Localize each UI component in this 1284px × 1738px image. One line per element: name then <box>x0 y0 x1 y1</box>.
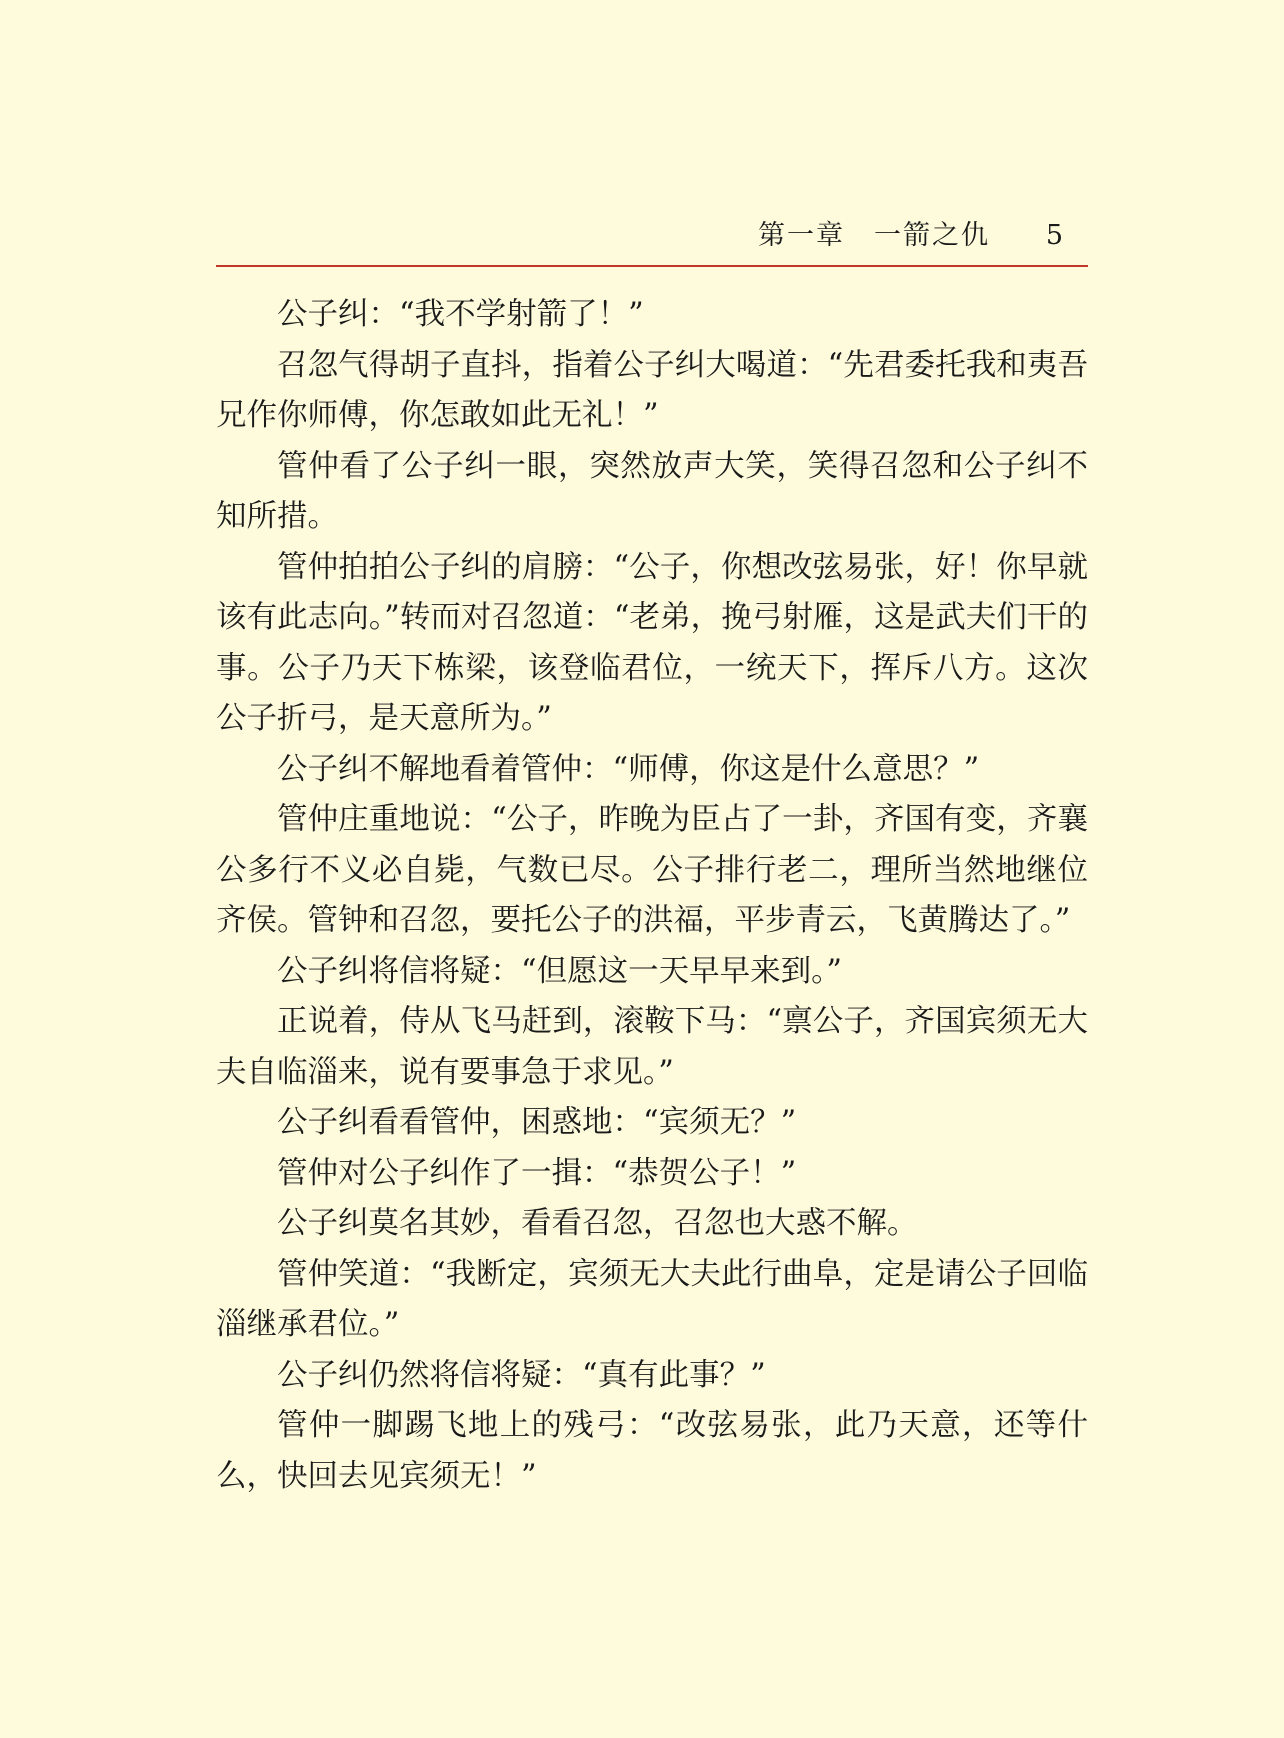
paragraph: 管仲笑道：“我断定，宾须无大夫此行曲阜，定是请公子回临淄继承君位。” <box>216 1256 1088 1342</box>
paragraph: 公子纠：“我不学射箭了！” <box>277 297 644 332</box>
header-rule <box>216 265 1088 267</box>
page-number: 5 <box>1045 220 1063 251</box>
paragraph: 管仲庄重地说：“公子，昨晚为臣占了一卦，齐国有变，齐襄公多行不义必自毙，气数已尽。公子排行老二，理所当然地继位齐侯。管钟和召忽，要托公子的洪福，平步青云，飞黄腾达了。” <box>216 802 1088 938</box>
paragraph: 公子纠将信将疑：“但愿这一天早早来到。” <box>277 953 842 989</box>
paragraph: 公子纠莫名其妙，看看召忽，召忽也大惑不解。 <box>277 1206 918 1241</box>
paragraph: 管仲看了公子纠一眼，突然放声大笑，笑得召忽和公子纠不知所措。 <box>216 448 1088 534</box>
paragraph: 公子纠看看管仲，困惑地：“宾须无？” <box>277 1105 797 1140</box>
paragraph: 正说着，侍从飞马赶到，滚鞍下马：“禀公子，齐国宾须无大夫自临淄来，说有要事急于求见。” <box>216 1004 1088 1090</box>
running-header <box>216 214 1088 262</box>
paragraph: 管仲拍拍公子纠的肩膀：“公子，你想改弦易张，好！你早就该有此志向。”转而对召忽道：“老弟，挽弓射雁，这是武夫们干的事。公子乃天下栋梁，该登临君位，一统天下，挥斥八方。这次公子折弓，是天意所为。” <box>216 549 1088 736</box>
paragraph: 召忽气得胡子直抖，指着公子纠大喝道：“先君委托我和夷吾兄作你师傅，你怎敢如此无礼！” <box>216 347 1088 433</box>
paragraph: 管仲对公子纠作了一揖：“恭贺公子！” <box>277 1155 797 1191</box>
paragraph: 管仲一脚踢飞地上的残弓：“改弦易张，此乃天意，还等什么，快回去见宾须无！” <box>216 1408 1088 1494</box>
paragraph: 公子纠不解地看着管仲：“师傅，你这是什么意思？” <box>277 751 980 787</box>
body-text <box>216 290 1088 1502</box>
chapter-title: 第一章 一箭之仇 <box>758 220 990 251</box>
paragraph: 公子纠仍然将信将疑：“真有此事？” <box>277 1357 766 1393</box>
